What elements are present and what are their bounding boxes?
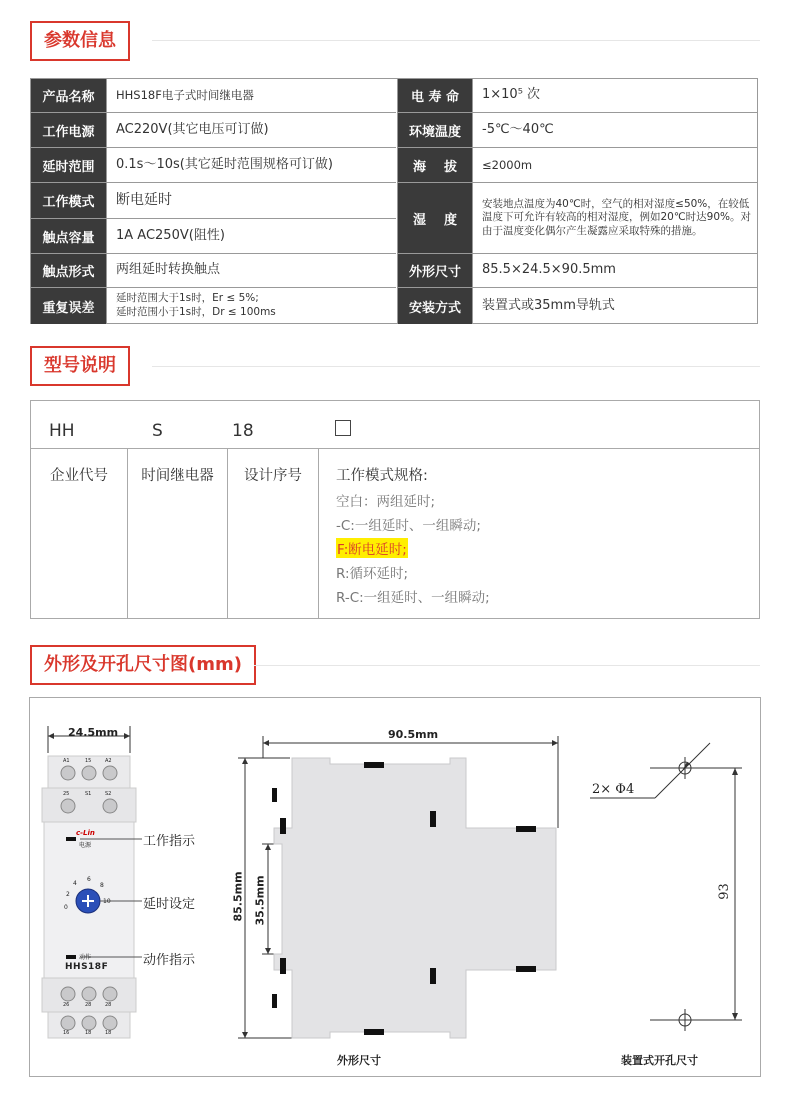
terminal-label: A1 xyxy=(63,758,70,764)
terminal-label: 28 xyxy=(85,1002,92,1008)
callout-action-indicator: 动作指示 xyxy=(143,953,196,968)
led-power-label: 电源 xyxy=(79,842,92,849)
model-col-label: 企业代号 xyxy=(50,468,108,484)
model-code-series: 18 xyxy=(232,421,254,441)
terminal-label: 18 xyxy=(85,1030,92,1036)
spec-key: 电 寿 命 xyxy=(397,79,472,113)
terminal-label: 18 xyxy=(105,1030,112,1036)
terminal-label: 15 xyxy=(85,758,92,764)
terminal-label: 28 xyxy=(105,1002,112,1008)
hole-size-label: 2× Φ4 xyxy=(592,782,635,797)
spec-value: HHS18F电子式时间继电器 xyxy=(106,79,396,113)
drawing-panel xyxy=(29,697,761,1077)
model-options-title: 工作模式规格: xyxy=(336,468,428,484)
terminal-label: S1 xyxy=(85,791,92,797)
model-col xyxy=(128,449,228,619)
rail-dim-label: 35.5mm xyxy=(253,875,267,926)
model-option: R:循环延时; xyxy=(336,566,409,582)
spec-key: 工作模式 xyxy=(31,183,106,219)
spec-value: 0.1s～10s(其它延时范围规格可订做) xyxy=(106,148,396,183)
spec-value-line: 延时范围小于1s时，Dr ≤ 100ms xyxy=(116,306,276,318)
model-code-type: S xyxy=(152,421,163,441)
spec-key: 海 拔 xyxy=(397,148,472,183)
side-height-label: 85.5mm xyxy=(231,871,245,922)
spec-value: AC220V(其它电压可订做) xyxy=(106,113,396,148)
spec-key: 湿 度 xyxy=(397,183,472,254)
divider xyxy=(152,40,760,41)
spec-value: 1A AC250V(阻性) xyxy=(106,219,396,254)
dial-mark: 6 xyxy=(87,876,91,883)
drawing-svg xyxy=(30,698,762,1078)
spec-key: 环境温度 xyxy=(397,113,472,148)
callout-delay-setting: 延时设定 xyxy=(143,897,196,912)
model-col-label: 设计序号 xyxy=(244,468,302,484)
front-model-text: HHS18F xyxy=(65,962,109,972)
dial-mark: 4 xyxy=(73,880,77,887)
model-code-mode-box xyxy=(335,420,351,436)
model-code-row xyxy=(31,401,759,449)
side-caption: 外形尺寸 xyxy=(337,1054,381,1067)
spec-value-humidity: 安装地点温度为40℃时，空气的相对湿度≤50%，在较低温度下可允许有较高的相对湿度，例如20℃时达90%。对由于温度变化偶尔产生凝露应采取特殊的措施。 xyxy=(472,183,758,254)
model-option: -C:一组延时、一组瞬动; xyxy=(336,518,481,534)
spec-value: 两组延时转换触点 xyxy=(106,254,396,288)
terminal-label: 26 xyxy=(63,1002,70,1008)
spec-key: 外形尺寸 xyxy=(397,254,472,288)
terminal-label: 25 xyxy=(63,791,70,797)
callout-work-indicator: 工作指示 xyxy=(143,834,196,849)
model-col xyxy=(228,449,319,619)
hole-distance-label: 93 xyxy=(716,883,732,900)
spec-key: 产品名称 xyxy=(31,79,106,113)
terminal-label: A2 xyxy=(105,758,112,764)
spec-key: 重复误差 xyxy=(31,288,106,324)
spec-value: 85.5×24.5×90.5mm xyxy=(472,254,758,288)
section-title-params: 参数信息 xyxy=(30,21,130,61)
side-width-label: 90.5mm xyxy=(388,728,439,741)
divider xyxy=(254,665,760,666)
front-width-label: 24.5mm xyxy=(68,726,119,739)
model-option: 空白：两组延时; xyxy=(336,494,436,510)
terminal-label: S2 xyxy=(105,791,112,797)
spec-key: 触点容量 xyxy=(31,219,106,254)
model-table xyxy=(30,400,760,619)
model-code-company: HH xyxy=(49,421,75,441)
spec-table xyxy=(30,78,758,324)
spec-value-line: 延时范围大于1s时，Er ≤ 5%; xyxy=(116,292,259,305)
terminal-label: 16 xyxy=(63,1030,70,1036)
section-title-model: 型号说明 xyxy=(30,346,130,386)
hole-caption: 装置式开孔尺寸 xyxy=(621,1054,698,1067)
brand-logo: c-Lin xyxy=(76,829,95,837)
spec-key: 触点形式 xyxy=(31,254,106,288)
spec-key: 工作电源 xyxy=(31,113,106,148)
dial-mark: 0 xyxy=(64,904,68,911)
dial-mark: 10 xyxy=(103,898,111,905)
spec-value: 装置式或35mm导轨式 xyxy=(472,288,758,324)
side-view xyxy=(238,736,558,1038)
spec-value-error xyxy=(106,288,396,324)
section-title-drawing: 外形及开孔尺寸图(mm) xyxy=(30,645,256,685)
led-action-label: 动作 xyxy=(79,954,92,961)
model-option-highlighted: F:断电延时; xyxy=(336,538,408,558)
dial-mark: 8 xyxy=(100,882,104,889)
model-col-label: 时间继电器 xyxy=(141,468,214,484)
model-option: R-C:一组延时、一组瞬动; xyxy=(336,590,490,606)
dial-mark: 2 xyxy=(66,891,70,898)
spec-value: 断电延时 xyxy=(106,183,396,219)
spec-key: 安装方式 xyxy=(397,288,472,324)
spec-value: ≤2000m xyxy=(472,148,758,183)
model-col xyxy=(31,449,128,619)
divider xyxy=(152,366,760,367)
front-view xyxy=(42,726,142,1038)
spec-value: 1×10⁵ 次 xyxy=(472,79,758,113)
spec-value: -5℃～40℃ xyxy=(472,113,758,148)
spec-key: 延时范围 xyxy=(31,148,106,183)
